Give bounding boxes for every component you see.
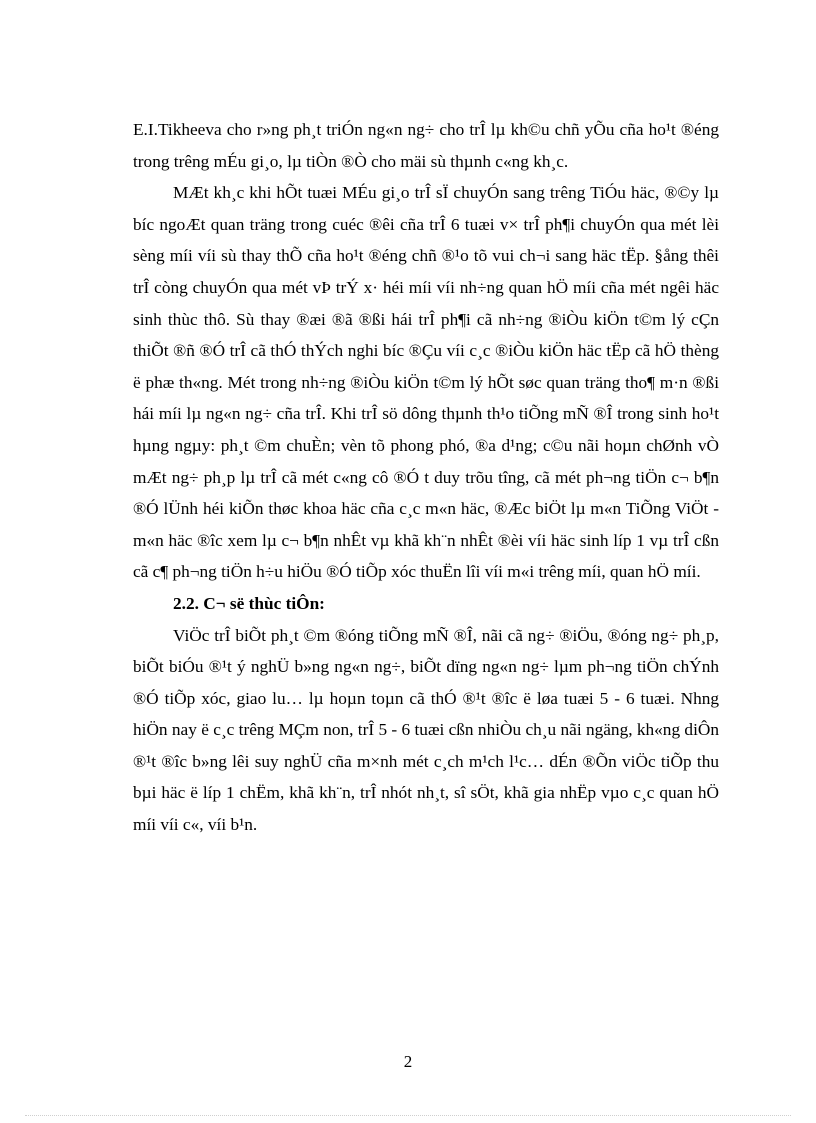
paragraph-2: MÆt kh¸c khi hÕt tuæi MÉu gi¸o trÎ sÏ chuyÓn sang trêng TiÓu häc, ®©y lµ bíc ngoÆt quan träng trong cuéc ®êi cña trÎ 6 tuæi v× trÎ ph¶i chuyÓn qua mét lèi sèng míi víi sù thay thÕ cña ho¹t ®éng chñ ®¹o tõ vui ch¬i sang häc tËp. §ång thêi trÎ còng chuyÓn qua mét vÞ trÝ x· héi míi víi nh÷ng quan hÖ míi cña mét ngêi häc sinh thùc thô. Sù thay ®æi ®ã ®ßi hái trÎ ph¶i cã nh÷ng ®iÒu kiÖn t©m lý cÇn thiÕt ®ñ ®Ó trÎ cã thÓ thÝch nghi bíc ®Çu víi c¸c ®iÒu kiÖn häc tËp cã hÖ thèng ë phæ th«ng. Mét trong nh÷ng ®iÒu kiÖn t©m lý hÕt søc quan träng tho¶ m·n ®ßi hái míi lµ ng«n ng÷ cña trÎ. Khi trÎ sö dông thµnh th¹o tiÕng mÑ ®Î trong sinh ho¹t hµng ngµy: ph¸t ©m chuÈn; vèn tõ phong phó, ®a d¹ng; c©u nãi hoµn chØnh vÒ mÆt ng÷ ph¸p lµ trÎ cã mét c«ng cô ®Ó t duy trõu tîng, cã mét ph¬ng tiÖn c¬ b¶n ®Ó lÜnh héi kiÕn thøc khoa häc cña c¸c m«n häc, ®Æc biÖt lµ m«n TiÕng ViÖt - m«n häc ®îc xem lµ c¬ b¶n nhÊt vµ khã kh¨n nhÊt ®èi víi häc sinh líp 1 vµ trÎ cßn cã c¶ ph¬ng tiÖn h÷u hiÖu ®Ó tiÕp xóc thuËn lîi víi m«i trêng míi, quan hÖ míi.	[133, 183, 719, 582]
paragraph-1: E.I.Tikheeva cho r»ng ph¸t triÓn ng«n ng÷ cho trÎ lµ kh©u chñ yÕu cña ho¹t ®éng trong trêng mÉu gi¸o, lµ tiÒn ®Ò cho mäi sù thµnh c«ng kh¸c.	[133, 120, 719, 171]
page-number: 2	[403, 1052, 413, 1071]
document-body	[133, 114, 719, 841]
page-bottom-divider	[25, 1115, 791, 1116]
section-heading: 2.2. C¬ së thùc tiÔn:	[173, 593, 325, 613]
section-paragraph: ViÖc trÎ biÕt ph¸t ©m ®óng tiÕng mÑ ®Î, nãi cã ng÷ ®iÖu, ®óng ng÷ ph¸p, biÕt biÓu ®¹t ý nghÜ b»ng ng«n ng÷, biÕt dïng ng«n ng÷ lµm ph¬ng tiÖn chÝnh ®Ó tiÕp xóc, giao lu… lµ hoµn toµn cã thÓ ®¹t ®îc ë løa tuæi 5 - 6 tuæi. Nhng hiÖn nay ë c¸c trêng MÇm non, trÎ 5 - 6 tuæi cßn nhiÒu ch¸u nãi ngäng, kh«ng diÔn ®¹t ®îc b»ng lêi suy nghÜ cña m×nh mét c¸ch m¹ch l¹c… dÉn ®Õn viÖc tiÕp thu bµi häc ë líp 1 chËm, khã kh¨n, trÎ nhót nh¸t, sî sÖt, khã gia nhËp vµo c¸c quan hÖ míi víi c«, víi b¹n.	[133, 625, 719, 835]
